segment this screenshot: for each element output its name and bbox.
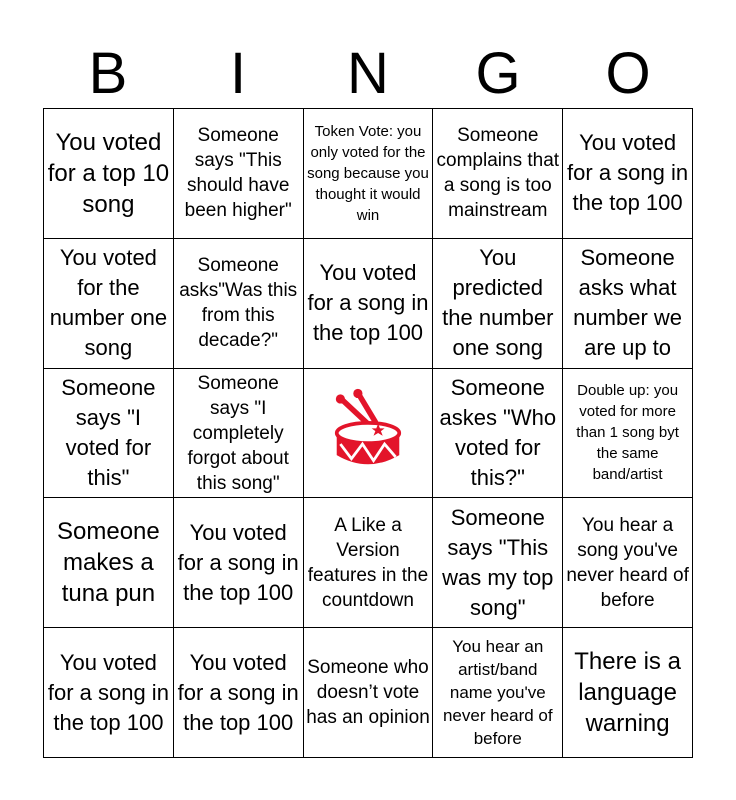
bingo-cell-text: Someone asks what number we are up to xyxy=(573,245,683,361)
bingo-cell[interactable] xyxy=(44,369,174,499)
bingo-cell[interactable] xyxy=(304,628,434,758)
bingo-cell[interactable] xyxy=(304,239,434,369)
bingo-cell-text: You voted for the number one song xyxy=(49,245,168,361)
bingo-cell[interactable] xyxy=(563,628,693,758)
bingo-cell-text: Double up: you voted for more than 1 song byt the same band/artist xyxy=(576,382,679,484)
bingo-header xyxy=(43,40,693,108)
bingo-cell-text: You hear an artist/band name you've never heard of before xyxy=(442,637,553,749)
bingo-cell-text: There is a language warning xyxy=(574,648,681,738)
bingo-cell-text: Token Vote: you only voted for the song because you thought it would win xyxy=(307,122,429,224)
bingo-cell-text: A Like a Version features in the countdown xyxy=(307,514,429,611)
bingo-cell[interactable] xyxy=(563,239,693,369)
bingo-cell-text: You hear a song you've never heard of before xyxy=(566,514,689,611)
free-space[interactable] xyxy=(304,369,434,499)
bingo-cell-text: Someone askes "Who voted for this?" xyxy=(439,374,557,490)
bingo-cell-text: You voted for a song in the top 100 xyxy=(177,519,299,605)
header-letter-b: B xyxy=(88,41,128,106)
bingo-cell[interactable] xyxy=(433,239,563,369)
bingo-cell[interactable] xyxy=(563,498,693,628)
bingo-cell[interactable] xyxy=(174,498,304,628)
bingo-grid xyxy=(43,108,693,758)
bingo-cell[interactable] xyxy=(433,369,563,499)
bingo-cell-text: Someone says "I completely forgot about this song" xyxy=(187,372,289,494)
bingo-cell[interactable] xyxy=(44,109,174,239)
bingo-cell-text: You voted for a top 10 song xyxy=(47,128,170,218)
bingo-cell[interactable] xyxy=(174,109,304,239)
bingo-cell-text: Someone says "This was my top song" xyxy=(442,504,554,620)
header-letter-o: O xyxy=(605,41,651,106)
bingo-cell[interactable] xyxy=(174,369,304,499)
bingo-cell[interactable] xyxy=(433,109,563,239)
bingo-cell[interactable] xyxy=(44,239,174,369)
header-letter-i: I xyxy=(229,41,247,106)
bingo-cell[interactable] xyxy=(44,498,174,628)
bingo-cell-text: You voted for a song in the top 100 xyxy=(177,649,299,735)
bingo-cell[interactable] xyxy=(563,109,693,239)
bingo-cell-text: Someone complains that a song is too mainstream xyxy=(436,125,560,222)
bingo-cell[interactable] xyxy=(563,369,693,499)
bingo-cell[interactable] xyxy=(433,628,563,758)
bingo-cell[interactable] xyxy=(304,109,434,239)
bingo-cell-text: You voted for a song in the top 100 xyxy=(47,649,169,735)
bingo-cell[interactable] xyxy=(44,628,174,758)
bingo-cell-text: Someone says "This should have been higher" xyxy=(184,125,292,222)
bingo-cell-text: You voted for a song in the top 100 xyxy=(307,260,429,346)
header-letter-g: G xyxy=(475,41,521,106)
bingo-cell[interactable] xyxy=(174,239,304,369)
bingo-cell[interactable] xyxy=(174,628,304,758)
bingo-cell-text: Someone makes a tuna pun xyxy=(57,518,160,608)
bingo-cell[interactable] xyxy=(304,498,434,628)
bingo-cell-text: You voted for a song in the top 100 xyxy=(567,130,689,216)
bingo-cell-text: Someone who doesn’t vote has an opinion xyxy=(306,657,430,729)
bingo-cell-text: Someone asks"Was this from this decade?" xyxy=(179,255,298,352)
bingo-cell[interactable] xyxy=(433,498,563,628)
drum-icon xyxy=(322,387,414,479)
bingo-cell-text: You predicted the number one song xyxy=(442,245,554,361)
header-letter-n: N xyxy=(347,41,389,106)
bingo-cell-text: Someone says "I voted for this" xyxy=(61,374,156,490)
